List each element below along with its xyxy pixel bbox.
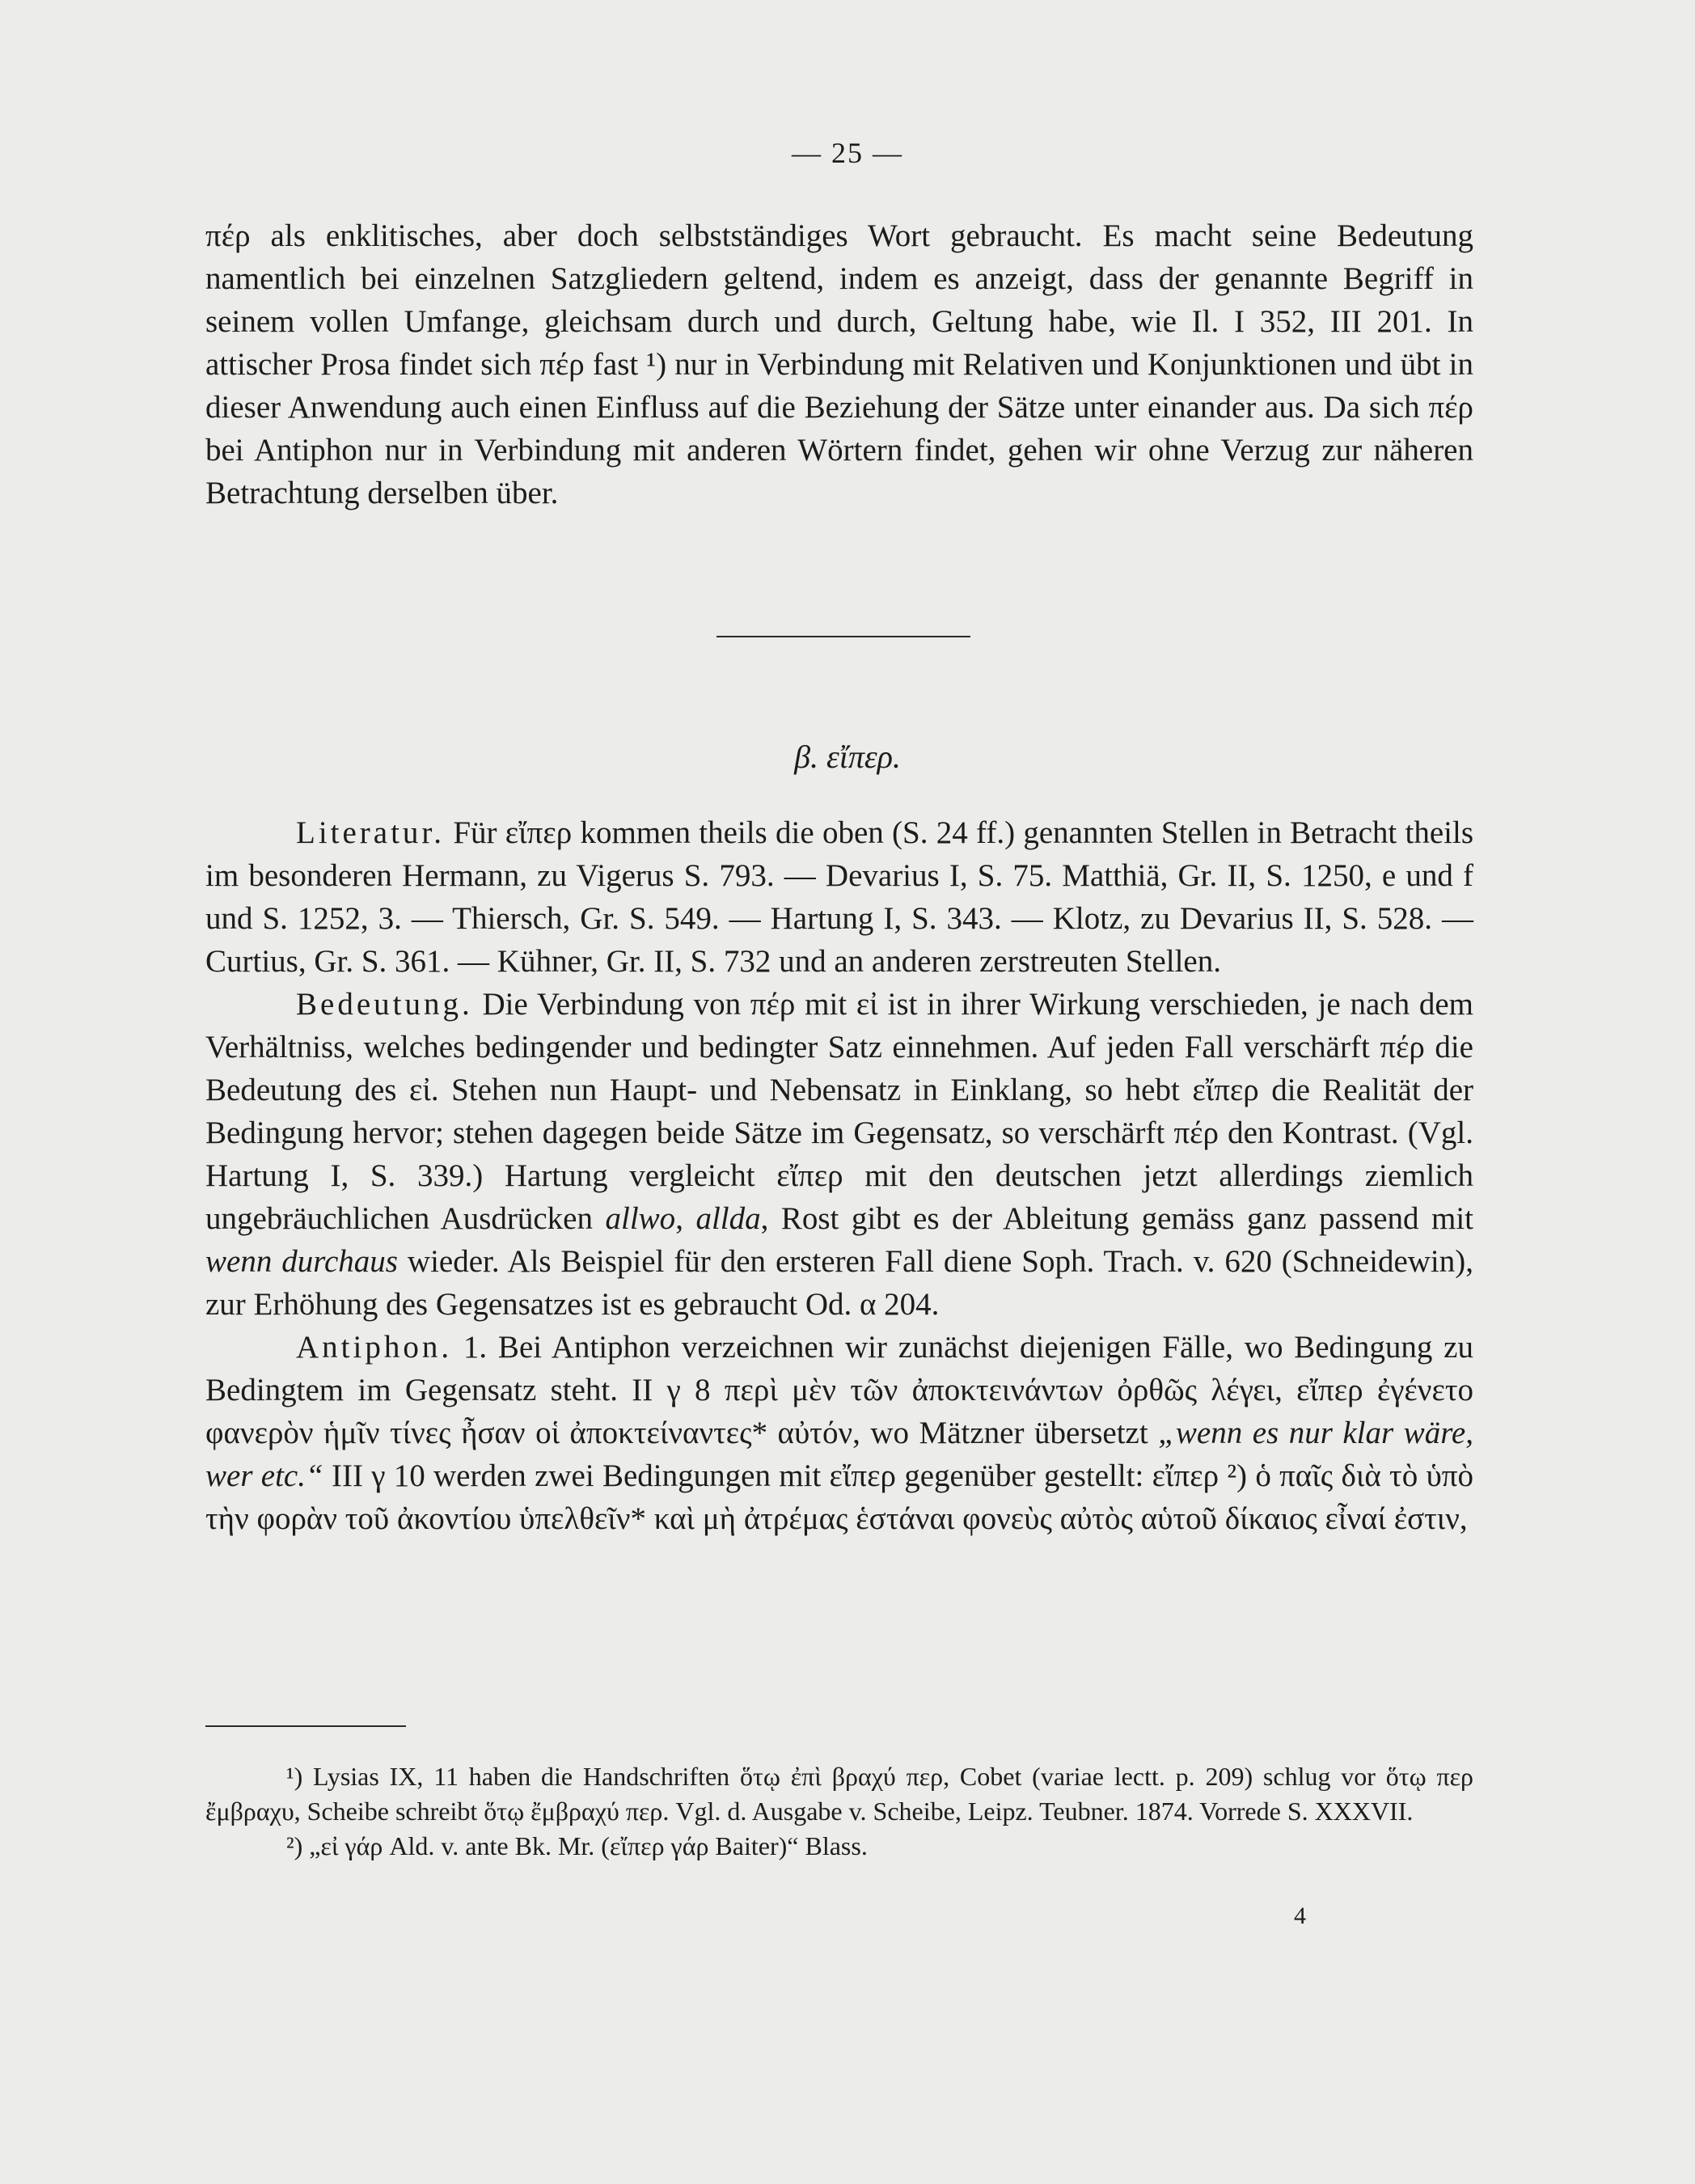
section-title: β. εἴπερ.	[794, 739, 901, 775]
literatur-paragraph	[205, 811, 1473, 983]
bedeutung-paragraph	[205, 983, 1473, 1326]
footnote-2: ²) „εἰ γάρ Ald. v. ante Bk. Mr. (εἴπερ γάρ Baiter)“ Blass.	[286, 1831, 868, 1860]
bedeutung-text-2: , Rost gibt es der Ableitung gemäss ganz passend mit	[760, 1201, 1473, 1236]
literatur-label: Literatur.	[296, 815, 446, 850]
bedeutung-italic-durchaus: wenn durchaus	[205, 1244, 398, 1279]
bedeutung-italic-allwo: allwo	[605, 1201, 676, 1236]
antiphon-paragraph	[205, 1326, 1473, 1540]
bedeutung-italic-allda: allda	[695, 1201, 761, 1236]
main-block	[205, 811, 1473, 1540]
bedeutung-label: Bedeutung.	[296, 987, 473, 1022]
literatur-text: Für εἴπερ kommen theils die oben (S. 24 ff.) genannten Stellen in Betracht theils im besonderen Hermann, zu Vigerus S. 793. — Devarius I, S. 75. Matthiä, Gr. II, S. 1250, e und f und S. 1252, 3. — Thiersch, Gr. S. 549. — Hartung I, S. 343. — Klotz, zu Devarius II, S. 528. — Curtius, Gr. S. 361. — Kühner, Gr. II, S. 732 und an anderen zerstreuten Stellen.	[205, 815, 1473, 979]
bedeutung-text-3: wieder. Als Beispiel für den ersteren Fall diene Soph. Trach. v. 620 (Schneidewin), zur Erhöhung des Gegensatzes ist es gebraucht Od. α 204.	[205, 1244, 1473, 1322]
antiphon-text-2: III γ 10 werden zwei Bedingungen mit εἴπερ gegenüber gestellt: εἴπερ ²) ὁ παῖς διὰ τὸ ὑπὸ τὴν φορὰν τοῦ ἀκοντίου ὑπελθεῖν* καὶ μὴ ἀτρέμας ἑστάναι φονεὺς αὐτὸς αὑτοῦ δίκαιος εἶναί ἐστιν,	[205, 1458, 1473, 1536]
section-divider	[716, 636, 970, 637]
intro-block	[205, 214, 1473, 514]
footnote-1: ¹) Lysias IX, 11 haben die Handschriften ὅτῳ ἐπὶ βραχύ περ, Cobet (variae lectt. p. 209) schlug vor ὅτῳ περ ἔμβραχυ, Scheibe schreibt ὅτῳ ἔμβραχύ περ. Vgl. d. Ausgabe v. Scheibe, Leipz. Teubner. 1874. Vorrede S. XXXVII.	[205, 1762, 1473, 1826]
signature-mark: 4	[1294, 1903, 1306, 1929]
bedeutung-sep: ,	[675, 1201, 696, 1236]
bedeutung-text: Die Verbindung von πέρ mit εἰ ist in ihrer Wirkung verschieden, je nach dem Verhältniss, welches bedingender und bedingter Satz einnehmen. Auf jeden Fall verschärft πέρ die Bedeutung des εἰ. Stehen nun Haupt- und Nebensatz in Einklang, so hebt εἴπερ die Realität der Bedingung hervor; stehen dagegen beide Sätze im Gegensatz, so verschärft πέρ den Kontrast. (Vgl. Hartung I, S. 339.) Hartung vergleicht εἴπερ mit den deutschen jetzt allerdings ziemlich ungebräuchlichen Ausdrücken	[205, 987, 1473, 1236]
intro-paragraph: πέρ als enklitisches, aber doch selbstständiges Wort gebraucht. Es macht seine Bedeutung namentlich bei einzelnen Satzgliedern geltend, indem es anzeigt, dass der genannte Begriff in seinem vollen Umfange, gleichsam durch und durch, Geltung habe, wie Il. I 352, III 201. In attischer Prosa findet sich πέρ fast ¹) nur in Verbindung mit Relativen und Konjunktionen und übt in dieser Anwendung auch einen Einfluss auf die Beziehung der Sätze unter einander aus. Da sich πέρ bei Antiphon nur in Verbindung mit anderen Wörtern findet, gehen wir ohne Verzug zur näheren Betrachtung derselben über.	[205, 218, 1473, 510]
antiphon-italic-quote: „wenn es nur klar wäre, wer etc.“	[205, 1416, 1473, 1493]
footnotes	[205, 1759, 1473, 1864]
footnote-rule	[205, 1725, 406, 1727]
antiphon-label: Antiphon.	[296, 1330, 453, 1365]
antiphon-text: 1. Bei Antiphon verzeichnen wir zunächst diejenigen Fälle, wo Bedingung zu Bedingtem im Gegensatz steht. II γ 8 περὶ μὲν τῶν ἀποκτεινάντων ὀρθῶς λέγει, εἴπερ ἐγένετο φανερὸν ἡμῖν τίνες ἦσαν οἱ ἀποκτείναντες* αὐτόν, wo Mätzner übersetzt	[205, 1330, 1473, 1450]
page-number: — 25 —	[792, 137, 903, 169]
